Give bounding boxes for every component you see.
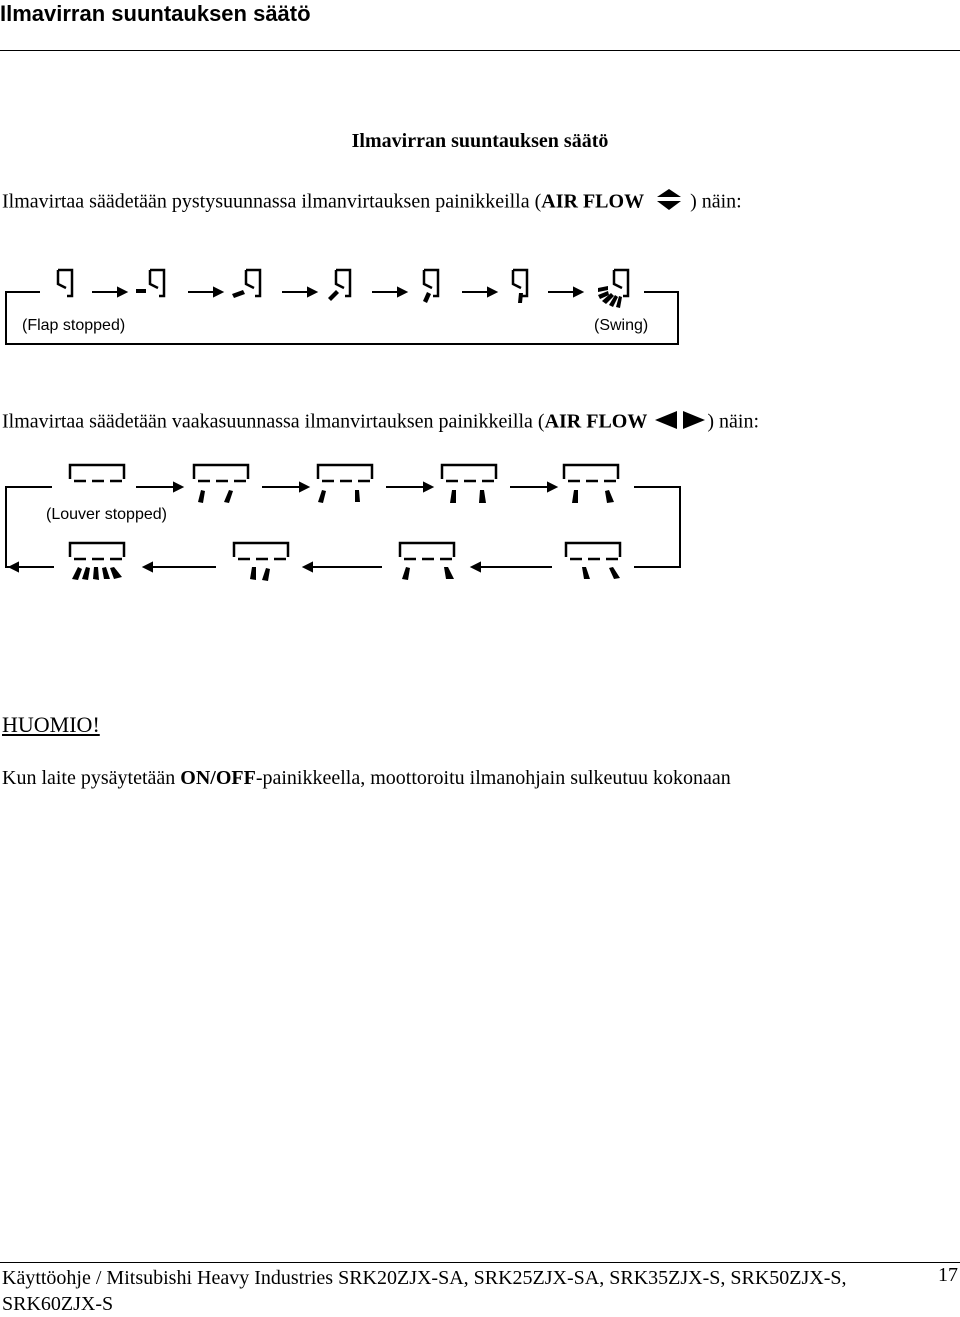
louver-units-bottom [70, 543, 620, 559]
horizontal-airflow-icon [655, 409, 705, 437]
flap-diagram [0, 258, 690, 353]
louver-stopped-label: (Louver stopped) [46, 506, 167, 523]
notice-title: HUOMIO! [2, 712, 100, 737]
vertical-airflow-icon [654, 188, 684, 218]
vertical-airflow-text [2, 188, 742, 218]
horizontal-button-label: AIR FLOW [544, 410, 648, 433]
louver-units-top [70, 465, 618, 481]
section-title: Ilmavirran suuntauksen säätö [351, 130, 609, 152]
vertical-text-after: ) näin: [690, 190, 742, 213]
header-divider [0, 50, 960, 51]
notice-text-after: -painikkeella, moottoroitu ilmanohjain sulkeutuu kokonaan [255, 767, 731, 789]
notice-text-before: Kun laite pysäytetään [2, 767, 181, 789]
header-title: Ilmavirran suuntauksen säätö [0, 1, 311, 26]
flap-units [58, 270, 628, 308]
horizontal-airflow-text [2, 409, 759, 437]
vertical-text-before: Ilmavirtaa säädetään pystysuunnassa ilmanvirtauksen painikkeilla ( [2, 190, 542, 213]
notice-text [2, 766, 731, 790]
swing-label: (Swing) [594, 317, 649, 334]
footer-divider [0, 1262, 960, 1263]
louver-blades-top [198, 490, 614, 503]
page-number: 17 [938, 1264, 958, 1286]
vertical-button-label: AIR FLOW [541, 190, 645, 213]
louver-diagram [0, 455, 700, 590]
horizontal-text-after: ) näin: [707, 410, 760, 433]
louver-blades-bottom [72, 567, 620, 581]
footer-text: Käyttöohje / Mitsubishi Heavy Industries SRK20ZJX-SA, SRK25ZJX-SA, SRK35ZJX-S, SRK50ZJX-S, SRK60ZJX-S [2, 1267, 847, 1315]
horizontal-text-before: Ilmavirtaa säädetään vaakasuunnassa ilmanvirtauksen painikkeilla ( [2, 410, 545, 433]
flap-stopped-label: (Flap stopped) [22, 317, 126, 334]
louver-arrows-bottom [144, 563, 552, 571]
notice-button-label: ON/OFF [180, 767, 256, 789]
louver-arrows-top [136, 483, 556, 491]
